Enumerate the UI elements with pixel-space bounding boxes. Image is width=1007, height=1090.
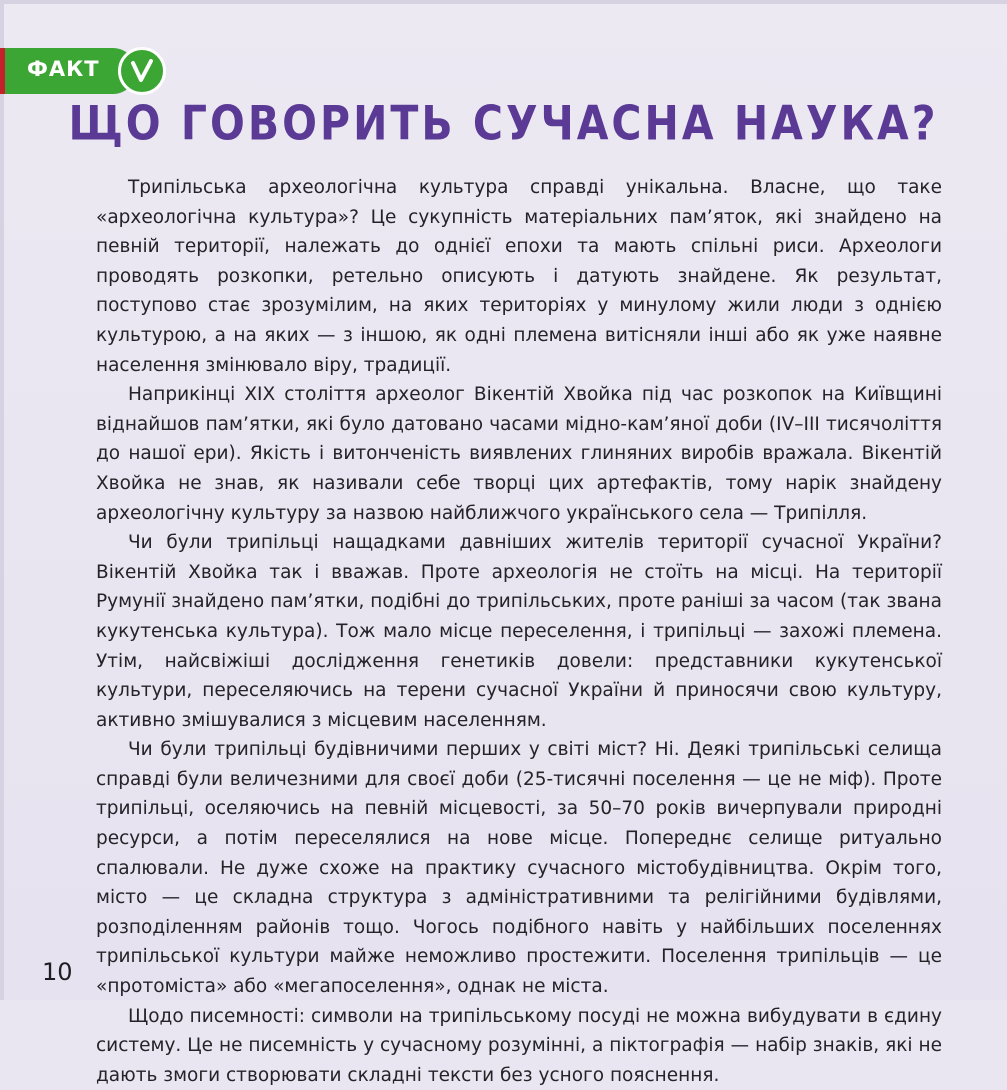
fact-badge-label: ФАКТ <box>27 57 100 81</box>
paragraph: Чи були трипільці нащадками давніших жителів території сучасної України? Вікентій Хвойка так і вважав. Проте археологія не стоїть на місці. На території Румунії знайдено пам’ятки, подібні до трипільських, проте раніші за часом (так звана кукутенська культура). Тож мало місце переселення, і трипільці — захожі племена. Утім, найсвіжіші дослідження генетиків довели: представники кукутенської культури, переселяючись на терени сучасної України й приносячи свою культуру, активно змішувалися з місцевим населенням. <box>96 532 942 731</box>
paragraph: Наприкінці ХІХ століття археолог Вікентій Хвойка під час розкопок на Київщині віднайшов пам’ятки, які було датовано часами мідно-кам’яної доби (IV–III тисячоліття до нашої ери). Якість і витонченість виявлених глиняних виробів вражала. Вікентій Хвойка не знав, як називали себе творці цих артефактів, тому нарік знайдену археологічну культуру за назвою найближчого українського села — Трипілля. <box>96 384 942 524</box>
paragraph: Чи були трипільці будівничими перших у світі міст? Ні. Деякі трипільські селища справді були величезними для своєї доби (25-тисячні поселення — це не міф). Проте трипільці, оселяючись на певній місцевості, за 50–70 років вичерпували природні ресурси, а потім переселялися на нове місце. Попереднє селище ритуально спалювали. Не дуже схоже на практику сучасного містобудівництва. Окрім того, місто — це складна структура з адміністративними та релігійними будівлями, розподіленням районів тощо. Чогось подібного навіть у найбільших поселеннях трипільської культури майже неможливо простежити. Поселення трипільців — це «протоміста» або «мегапоселення», однак не міста. <box>96 739 942 998</box>
fact-badge-red-edge <box>0 48 5 94</box>
page-number: 10 <box>42 958 73 986</box>
checkmark-glyph <box>130 59 154 83</box>
article-body <box>96 173 942 1090</box>
checkmark-icon <box>118 47 166 95</box>
paragraph: Трипільська археологічна культура справді унікальна. Власне, що таке «археологічна культура»? Це сукупність матеріальних пам’яток, які знайдено на певній території, належать до однієї епохи та мають спільні риси. Археологи проводять розкопки, ретельно описують і датують знайдене. Як результат, поступово стає зрозумілим, на яких територіях у минулому жили люди з однією культурою, а на яких — з іншою, як одні племена витісняли інші або як уже наявне населення змінювало віру, традиції. <box>96 177 942 376</box>
page-title: ЩО ГОВОРИТЬ СУЧАСНА НАУКА? <box>68 96 939 152</box>
fact-badge <box>0 48 168 94</box>
page-edge-top <box>0 0 1007 4</box>
paragraph: Щодо писемності: символи на трипільському посуді не можна вибудувати в єдину систему. Це не писемність у сучасному розумінні, а піктографія — набір знаків, які не дають змоги створювати складні тексти без усного пояснення. <box>96 1005 942 1086</box>
